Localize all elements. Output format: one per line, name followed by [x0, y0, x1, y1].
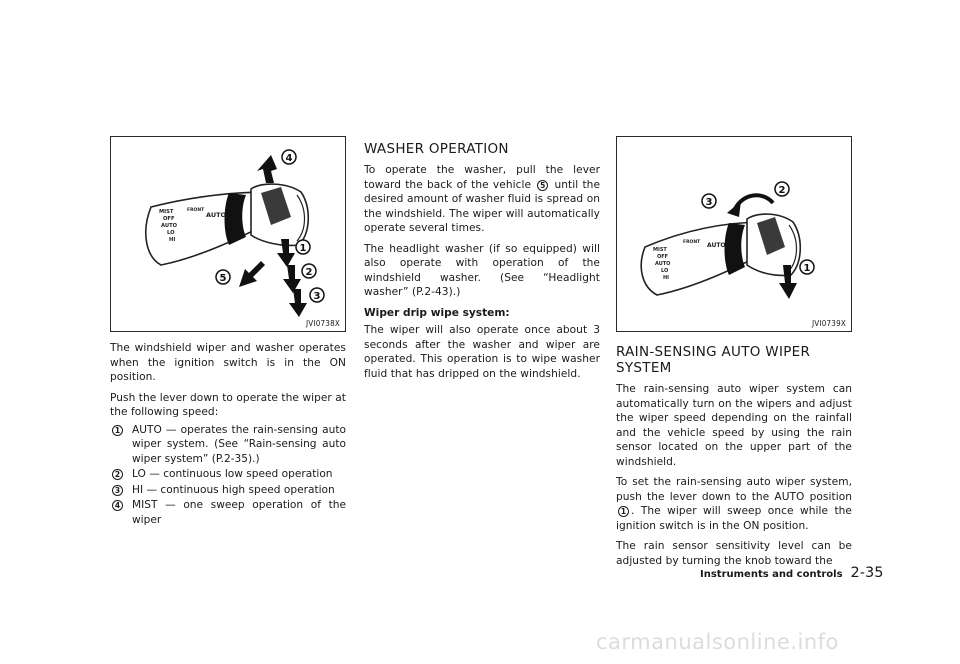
set-text-start: To set the rain-sensing auto wiper system, push the lever down to the AUTO position: [616, 476, 852, 503]
stalk-label-mist: MIST: [159, 209, 174, 215]
washer-text-end: until the desired amount of washer fluid is spread on the windshield. The wiper will automatically operate several times.: [364, 178, 601, 234]
arrow-down-3-icon: [289, 289, 307, 317]
svg-text:MIST: MIST: [653, 247, 667, 253]
svg-text:AUTO: AUTO: [655, 261, 671, 267]
stalk-label-lo: LO: [167, 230, 175, 236]
svg-text:1: 1: [803, 263, 811, 274]
left-column: [110, 136, 346, 528]
stalk-label-auto: AUTO: [161, 223, 178, 229]
svg-text:3: 3: [705, 197, 713, 208]
figure-id: JVI0739X: [811, 319, 846, 328]
drip-wipe-paragraph: The wiper will also operate once about 3 seconds after the washer and wiper are operated. This operation is to wipe washer fluid that has dripped on the windshield.: [364, 324, 600, 380]
list-item-text: LO — continuous low speed operation: [132, 468, 333, 480]
arrow-up-icon: [257, 155, 277, 183]
washer-paragraph: [364, 163, 600, 236]
set-system-paragraph: [616, 475, 852, 533]
svg-text:2: 2: [305, 267, 313, 278]
right-column: [616, 136, 852, 568]
list-item-text: AUTO — operates the rain-sensing auto wiper system. (See “Rain-sensing auto wiper system” (P.2-35).): [132, 423, 346, 465]
list-item: [110, 423, 346, 467]
list-item-text: MIST — one sweep operation of the wiper: [132, 499, 346, 526]
list-item: [110, 498, 346, 527]
headlight-washer-paragraph: The headlight washer (if so equipped) will also operate with operation of the windshield washer. (See “Headlight washer” (P.2-43).): [364, 242, 600, 298]
wiper-lever-illustration: [111, 137, 345, 331]
svg-text:OFF: OFF: [657, 254, 669, 260]
circled-number: 2: [112, 469, 123, 480]
list-item: [110, 467, 346, 482]
section-heading: WASHER OPERATION: [364, 141, 509, 157]
section-heading: RAIN-SENSING AUTO WIPER SYSTEM: [616, 344, 811, 376]
svg-text:3: 3: [313, 291, 321, 302]
svg-text:HI: HI: [663, 275, 670, 281]
middle-column: [364, 136, 600, 381]
circled-number: 3: [112, 485, 123, 496]
svg-text:LO: LO: [661, 268, 669, 274]
arrow-pull-icon: [239, 261, 265, 287]
speed-list: [110, 423, 346, 528]
page-number: 2-35: [850, 565, 884, 581]
svg-text:FRONT: FRONT: [683, 240, 701, 245]
washer-text-start: To operate the washer, pull the lever toward the back of the vehicle: [364, 164, 600, 191]
figure-id: JVI0738X: [305, 319, 340, 328]
rain-sensor-lever-figure: [616, 136, 852, 332]
svg-text:1: 1: [299, 243, 307, 254]
svg-text:5: 5: [219, 273, 227, 284]
circled-number: 1: [618, 506, 629, 517]
page-footer: [700, 562, 884, 581]
front-label: FRONT: [187, 208, 205, 213]
instruction-paragraph: Push the lever down to operate the wiper at the following speed:: [110, 391, 346, 418]
arrow-down-2-icon: [283, 265, 301, 293]
list-item: [110, 483, 346, 498]
svg-text:2: 2: [778, 185, 786, 196]
rain-sensing-paragraph: The rain-sensing auto wiper system can automatically turn on the wipers and adjust the wiper speed depending on the rainfall and the vehicle speed by using the rain sensor located on the upper part of the windshield.: [616, 383, 852, 468]
svg-text:4: 4: [285, 153, 293, 164]
rotate-arrow-icon: [727, 201, 741, 217]
svg-text:AUTO: AUTO: [707, 242, 726, 249]
rain-sensor-illustration: [617, 137, 851, 331]
circled-number: 5: [537, 180, 548, 191]
set-text-end: . The wiper will sweep once while the ignition switch is in the ON position.: [616, 505, 852, 532]
intro-paragraph: The windshield wiper and washer operates when the ignition switch is in the ON position.: [110, 342, 346, 383]
circled-number: 4: [112, 500, 123, 511]
stalk-label-hi: HI: [169, 237, 176, 243]
subheading: Wiper drip wipe system:: [364, 306, 510, 319]
stalk-label-off: OFF: [163, 216, 175, 222]
watermark: carmanualsonline.info: [596, 630, 839, 654]
section-name: Instruments and controls: [700, 569, 843, 580]
circled-number: 1: [112, 425, 123, 436]
ring-label-auto: AUTO: [206, 211, 227, 219]
list-item-text: HI — continuous high speed operation: [132, 483, 335, 496]
sensitivity-paragraph: The rain sensor sensitivity level can be adjusted by turning the knob toward the: [616, 540, 852, 567]
wiper-lever-figure: [110, 136, 346, 332]
